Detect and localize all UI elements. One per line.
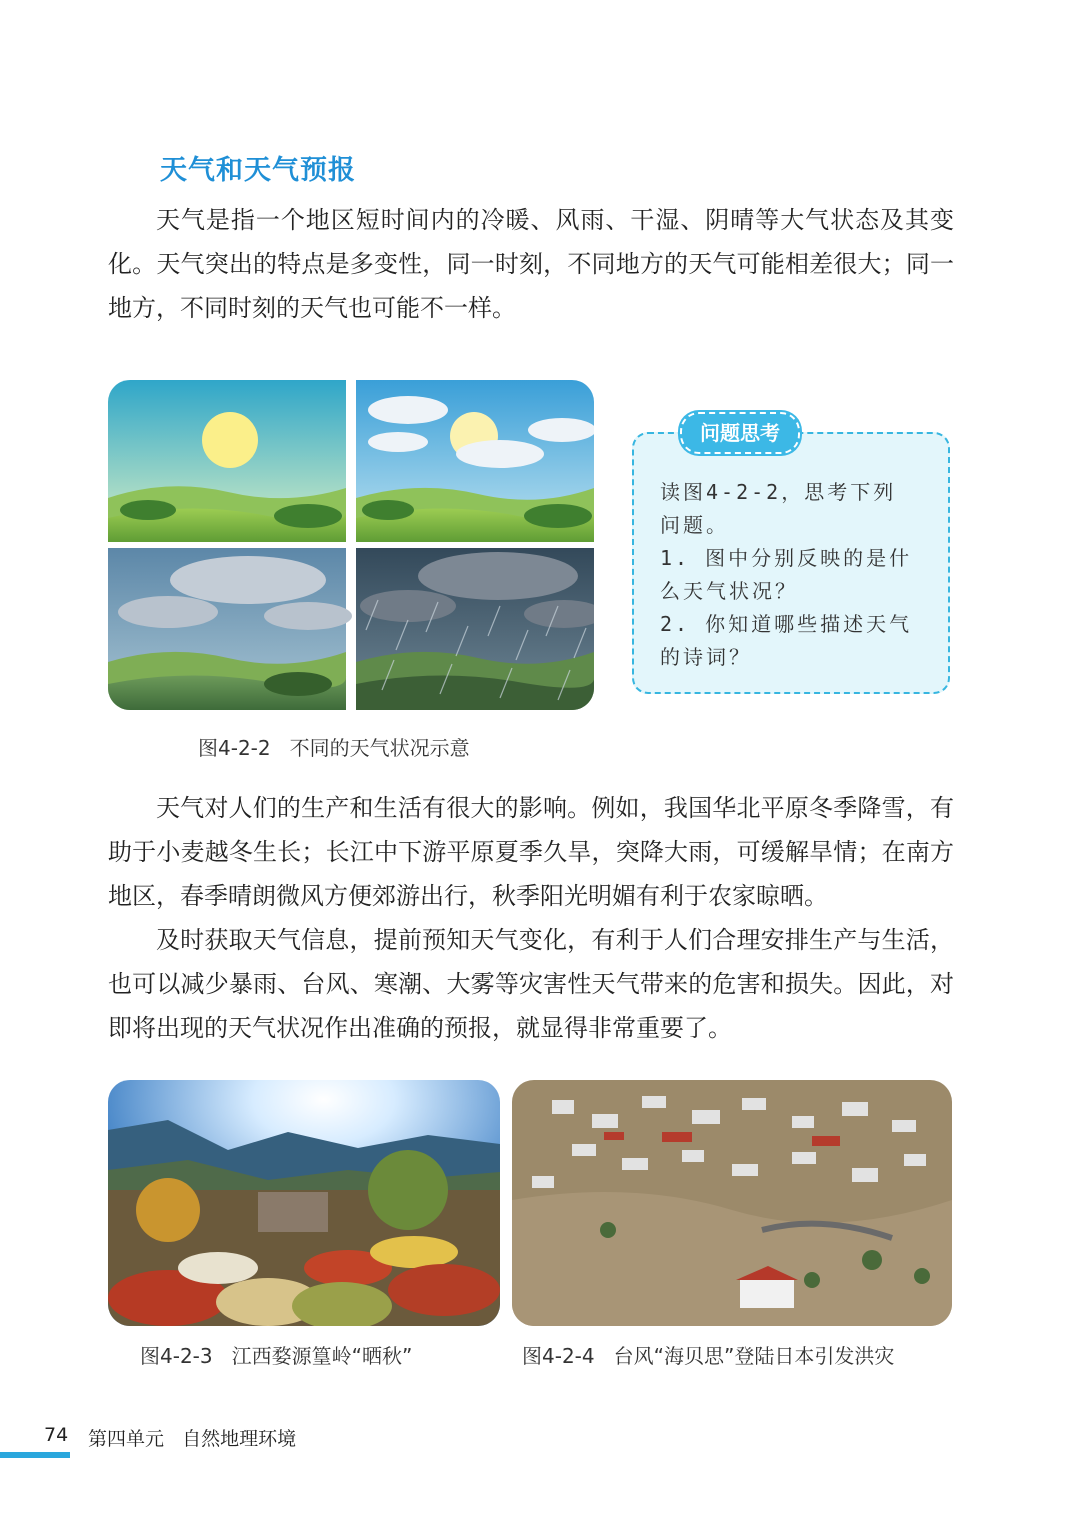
footer-accent-bar (0, 1452, 70, 1458)
rainy-panel (356, 548, 594, 710)
partly-cloudy-panel (356, 380, 594, 542)
think-line: 2. 你知道哪些描述天气 (660, 612, 913, 636)
section-title: 天气和天气预报 (160, 155, 356, 186)
cloudy-panel (108, 548, 352, 710)
unit-title: 第四单元 自然地理环境 (88, 1428, 297, 1450)
figure-4-2-3-caption: 图4-2-3 江西婺源篁岭“晒秋” (140, 1344, 413, 1368)
paragraph-weather-impact: 天气对人们的生产和生活有很大的影响。例如，我国华北平原冬季降雪，有助于小麦越冬生长；长江中下游平原夏季久旱，突降大雨，可缓解旱情；在南方地区，春季晴朗微风方便郊游出行，秋季阳光明媚有利于农家晾晒。 (108, 794, 954, 910)
paragraph-forecast-importance: 及时获取天气信息，提前预知天气变化，有利于人们合理安排生产与生活，也可以减少暴雨、台风、寒潮、大雾等灾害性天气带来的危害和损失。因此，对即将出现的天气状况作出准确的预报，就显得非常重要了。 (108, 926, 954, 1042)
think-box-tab: 问题思考 (680, 412, 800, 454)
page-number: 74 (44, 1424, 69, 1446)
figure-4-2-2-caption: 图4-2-2 不同的天气状况示意 (198, 736, 470, 760)
paragraph-weather-definition: 天气是指一个地区短时间内的冷暖、风雨、干湿、阴晴等大气状态及其变化。天气突出的特点是多变性，同一时刻，不同地方的天气可能相差很大；同一地方，不同时刻的天气也可能不一样。 (108, 206, 954, 322)
think-line: 读图4-2-2，思考下列 (660, 480, 897, 504)
sunny-panel (108, 380, 346, 542)
think-line: 的诗词？ (660, 645, 752, 669)
think-line: 问题。 (660, 513, 729, 537)
photo-typhoon-flood (512, 1080, 952, 1326)
think-line: 么天气状况？ (660, 579, 798, 603)
think-box-questions (660, 476, 928, 674)
figure-4-2-4-caption: 图4-2-4 台风“海贝思”登陆日本引发洪灾 (522, 1344, 895, 1368)
photo-huangling-drying (108, 1080, 500, 1326)
weather-panels-figure (108, 380, 594, 710)
think-line: 1. 图中分别反映的是什 (660, 546, 913, 570)
